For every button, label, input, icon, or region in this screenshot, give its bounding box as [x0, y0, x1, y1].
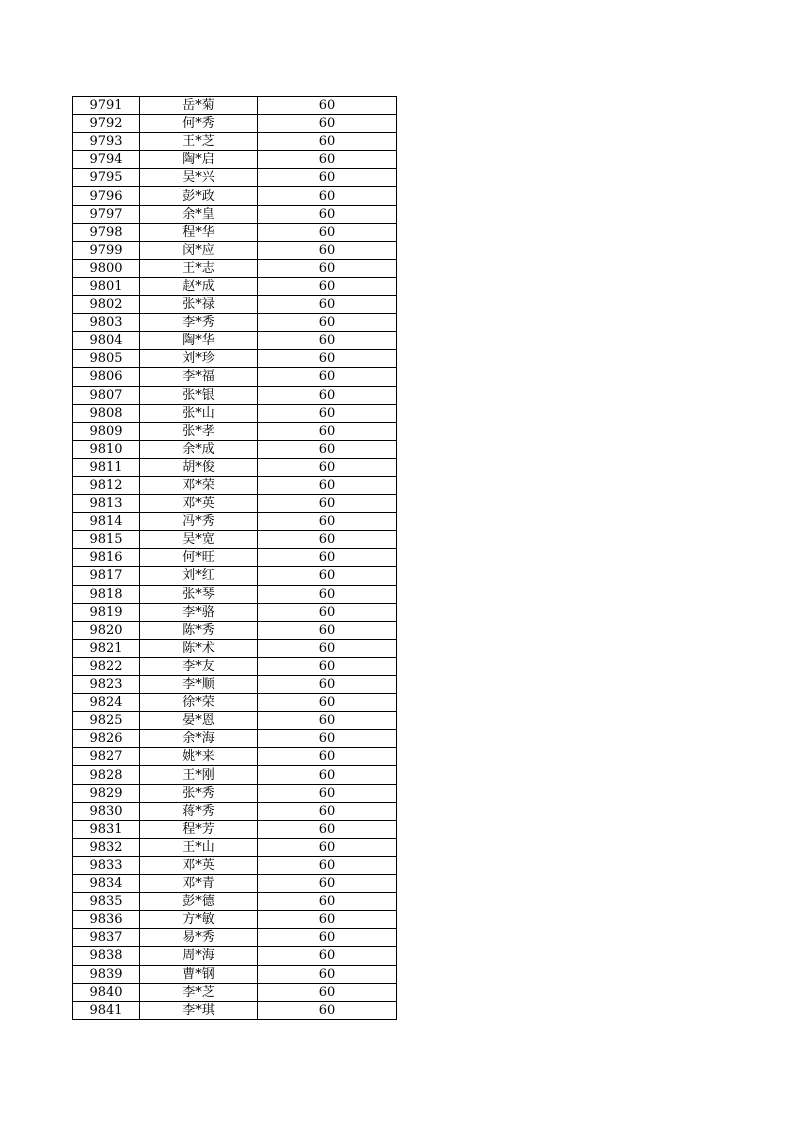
row-id-cell: 9793 — [73, 133, 140, 151]
table-row — [73, 712, 397, 730]
row-score-cell: 60 — [258, 712, 397, 730]
table-row — [73, 893, 397, 911]
row-score-cell: 60 — [258, 350, 397, 368]
row-id-cell: 9824 — [73, 694, 140, 712]
row-id-cell: 9828 — [73, 766, 140, 784]
row-name-cell: 邓*英 — [140, 856, 258, 874]
row-score-cell: 60 — [258, 1001, 397, 1019]
row-name-cell: 李*秀 — [140, 314, 258, 332]
row-name-cell: 陈*秀 — [140, 621, 258, 639]
row-name-cell: 张*琴 — [140, 585, 258, 603]
table-row — [73, 314, 397, 332]
table-row — [73, 549, 397, 567]
row-score-cell: 60 — [258, 368, 397, 386]
row-id-cell: 9831 — [73, 820, 140, 838]
row-score-cell: 60 — [258, 838, 397, 856]
row-id-cell: 9807 — [73, 386, 140, 404]
row-id-cell: 9797 — [73, 205, 140, 223]
row-id-cell: 9803 — [73, 314, 140, 332]
row-name-cell: 何*旺 — [140, 549, 258, 567]
row-id-cell: 9823 — [73, 676, 140, 694]
table-row — [73, 296, 397, 314]
row-score-cell: 60 — [258, 748, 397, 766]
row-id-cell: 9809 — [73, 422, 140, 440]
row-name-cell: 刘*红 — [140, 567, 258, 585]
row-id-cell: 9796 — [73, 187, 140, 205]
row-score-cell: 60 — [258, 404, 397, 422]
row-name-cell: 吴*宽 — [140, 531, 258, 549]
table-row — [73, 531, 397, 549]
table-row — [73, 676, 397, 694]
row-name-cell: 陶*启 — [140, 151, 258, 169]
row-name-cell: 吴*兴 — [140, 169, 258, 187]
row-name-cell: 赵*成 — [140, 277, 258, 295]
row-name-cell: 周*海 — [140, 947, 258, 965]
row-name-cell: 邓*荣 — [140, 476, 258, 494]
row-score-cell: 60 — [258, 621, 397, 639]
row-name-cell: 何*秀 — [140, 115, 258, 133]
row-score-cell: 60 — [258, 676, 397, 694]
row-score-cell: 60 — [258, 585, 397, 603]
row-score-cell: 60 — [258, 820, 397, 838]
row-name-cell: 王*刚 — [140, 766, 258, 784]
row-score-cell: 60 — [258, 911, 397, 929]
row-id-cell: 9819 — [73, 603, 140, 621]
row-id-cell: 9815 — [73, 531, 140, 549]
row-id-cell: 9794 — [73, 151, 140, 169]
row-id-cell: 9802 — [73, 296, 140, 314]
table-row — [73, 639, 397, 657]
row-score-cell: 60 — [258, 730, 397, 748]
row-score-cell: 60 — [258, 639, 397, 657]
row-id-cell: 9839 — [73, 965, 140, 983]
row-score-cell: 60 — [258, 856, 397, 874]
table-row — [73, 205, 397, 223]
row-id-cell: 9813 — [73, 495, 140, 513]
row-id-cell: 9830 — [73, 802, 140, 820]
row-score-cell: 60 — [258, 314, 397, 332]
row-id-cell: 9840 — [73, 983, 140, 1001]
row-name-cell: 余*成 — [140, 440, 258, 458]
row-id-cell: 9838 — [73, 947, 140, 965]
row-name-cell: 胡*俊 — [140, 458, 258, 476]
table-row — [73, 838, 397, 856]
row-name-cell: 闵*应 — [140, 241, 258, 259]
table-row — [73, 694, 397, 712]
table-row — [73, 911, 397, 929]
row-name-cell: 刘*珍 — [140, 350, 258, 368]
row-id-cell: 9837 — [73, 929, 140, 947]
table-row — [73, 983, 397, 1001]
row-score-cell: 60 — [258, 603, 397, 621]
table-row — [73, 151, 397, 169]
row-name-cell: 陶*华 — [140, 332, 258, 350]
row-name-cell: 徐*荣 — [140, 694, 258, 712]
row-id-cell: 9799 — [73, 241, 140, 259]
row-score-cell: 60 — [258, 893, 397, 911]
table-row — [73, 187, 397, 205]
table-body — [73, 97, 397, 1020]
table-row — [73, 133, 397, 151]
row-id-cell: 9836 — [73, 911, 140, 929]
row-name-cell: 张*孝 — [140, 422, 258, 440]
row-name-cell: 易*秀 — [140, 929, 258, 947]
row-score-cell: 60 — [258, 531, 397, 549]
row-name-cell: 王*芝 — [140, 133, 258, 151]
row-score-cell: 60 — [258, 947, 397, 965]
row-name-cell: 张*山 — [140, 404, 258, 422]
table-row — [73, 440, 397, 458]
row-score-cell: 60 — [258, 657, 397, 675]
row-id-cell: 9798 — [73, 223, 140, 241]
table-row — [73, 621, 397, 639]
table-row — [73, 875, 397, 893]
row-name-cell: 晏*恩 — [140, 712, 258, 730]
row-score-cell: 60 — [258, 440, 397, 458]
row-name-cell: 李*福 — [140, 368, 258, 386]
row-id-cell: 9808 — [73, 404, 140, 422]
row-id-cell: 9834 — [73, 875, 140, 893]
row-id-cell: 9841 — [73, 1001, 140, 1019]
row-name-cell: 李*顺 — [140, 676, 258, 694]
table-row — [73, 784, 397, 802]
row-id-cell: 9820 — [73, 621, 140, 639]
table-row — [73, 1001, 397, 1019]
row-name-cell: 方*敏 — [140, 911, 258, 929]
row-score-cell: 60 — [258, 151, 397, 169]
table-row — [73, 223, 397, 241]
table-row — [73, 603, 397, 621]
table-row — [73, 368, 397, 386]
table-row — [73, 657, 397, 675]
table-row — [73, 965, 397, 983]
row-score-cell: 60 — [258, 513, 397, 531]
table-row — [73, 585, 397, 603]
table-row — [73, 476, 397, 494]
row-name-cell: 余*皇 — [140, 205, 258, 223]
table-row — [73, 567, 397, 585]
row-score-cell: 60 — [258, 259, 397, 277]
row-name-cell: 王*志 — [140, 259, 258, 277]
row-id-cell: 9791 — [73, 97, 140, 115]
row-name-cell: 李*琪 — [140, 1001, 258, 1019]
row-name-cell: 张*秀 — [140, 784, 258, 802]
row-score-cell: 60 — [258, 784, 397, 802]
table-row — [73, 97, 397, 115]
row-id-cell: 9812 — [73, 476, 140, 494]
row-id-cell: 9822 — [73, 657, 140, 675]
row-name-cell: 岳*菊 — [140, 97, 258, 115]
row-name-cell: 邓*青 — [140, 875, 258, 893]
row-name-cell: 陈*术 — [140, 639, 258, 657]
row-score-cell: 60 — [258, 875, 397, 893]
table-row — [73, 730, 397, 748]
data-table — [72, 96, 397, 1020]
row-id-cell: 9817 — [73, 567, 140, 585]
row-name-cell: 邓*英 — [140, 495, 258, 513]
row-score-cell: 60 — [258, 495, 397, 513]
row-name-cell: 彭*德 — [140, 893, 258, 911]
row-name-cell: 余*海 — [140, 730, 258, 748]
row-name-cell: 李*芝 — [140, 983, 258, 1001]
row-score-cell: 60 — [258, 549, 397, 567]
row-score-cell: 60 — [258, 567, 397, 585]
row-id-cell: 9806 — [73, 368, 140, 386]
row-name-cell: 程*华 — [140, 223, 258, 241]
table-row — [73, 386, 397, 404]
row-id-cell: 9811 — [73, 458, 140, 476]
row-id-cell: 9832 — [73, 838, 140, 856]
table-row — [73, 802, 397, 820]
row-score-cell: 60 — [258, 169, 397, 187]
row-score-cell: 60 — [258, 458, 397, 476]
table-row — [73, 115, 397, 133]
row-id-cell: 9825 — [73, 712, 140, 730]
row-name-cell: 李*友 — [140, 657, 258, 675]
row-id-cell: 9835 — [73, 893, 140, 911]
table-row — [73, 947, 397, 965]
row-score-cell: 60 — [258, 187, 397, 205]
row-name-cell: 曹*钢 — [140, 965, 258, 983]
table-row — [73, 422, 397, 440]
row-id-cell: 9795 — [73, 169, 140, 187]
row-name-cell: 李*骆 — [140, 603, 258, 621]
row-name-cell: 张*禄 — [140, 296, 258, 314]
row-id-cell: 9801 — [73, 277, 140, 295]
table-row — [73, 856, 397, 874]
row-score-cell: 60 — [258, 965, 397, 983]
table-row — [73, 458, 397, 476]
table-row — [73, 259, 397, 277]
row-score-cell: 60 — [258, 241, 397, 259]
table-row — [73, 766, 397, 784]
table-row — [73, 404, 397, 422]
row-name-cell: 彭*政 — [140, 187, 258, 205]
row-name-cell: 冯*秀 — [140, 513, 258, 531]
row-id-cell: 9827 — [73, 748, 140, 766]
row-score-cell: 60 — [258, 296, 397, 314]
table-row — [73, 929, 397, 947]
table-row — [73, 820, 397, 838]
table-row — [73, 748, 397, 766]
row-name-cell: 王*山 — [140, 838, 258, 856]
table-row — [73, 241, 397, 259]
row-score-cell: 60 — [258, 802, 397, 820]
row-id-cell: 9821 — [73, 639, 140, 657]
row-score-cell: 60 — [258, 983, 397, 1001]
row-score-cell: 60 — [258, 223, 397, 241]
row-name-cell: 程*芳 — [140, 820, 258, 838]
row-score-cell: 60 — [258, 476, 397, 494]
row-id-cell: 9826 — [73, 730, 140, 748]
row-id-cell: 9818 — [73, 585, 140, 603]
row-id-cell: 9814 — [73, 513, 140, 531]
table-row — [73, 277, 397, 295]
row-score-cell: 60 — [258, 694, 397, 712]
table-row — [73, 169, 397, 187]
row-id-cell: 9829 — [73, 784, 140, 802]
row-score-cell: 60 — [258, 422, 397, 440]
row-score-cell: 60 — [258, 205, 397, 223]
table-row — [73, 495, 397, 513]
table-row — [73, 332, 397, 350]
row-id-cell: 9800 — [73, 259, 140, 277]
row-score-cell: 60 — [258, 277, 397, 295]
row-id-cell: 9805 — [73, 350, 140, 368]
row-id-cell: 9816 — [73, 549, 140, 567]
row-score-cell: 60 — [258, 766, 397, 784]
row-id-cell: 9804 — [73, 332, 140, 350]
table-row — [73, 350, 397, 368]
table-row — [73, 513, 397, 531]
row-name-cell: 蒋*秀 — [140, 802, 258, 820]
row-name-cell: 姚*来 — [140, 748, 258, 766]
row-score-cell: 60 — [258, 97, 397, 115]
row-score-cell: 60 — [258, 929, 397, 947]
row-name-cell: 张*银 — [140, 386, 258, 404]
row-id-cell: 9792 — [73, 115, 140, 133]
row-score-cell: 60 — [258, 386, 397, 404]
row-score-cell: 60 — [258, 332, 397, 350]
row-score-cell: 60 — [258, 133, 397, 151]
row-id-cell: 9810 — [73, 440, 140, 458]
row-id-cell: 9833 — [73, 856, 140, 874]
row-score-cell: 60 — [258, 115, 397, 133]
